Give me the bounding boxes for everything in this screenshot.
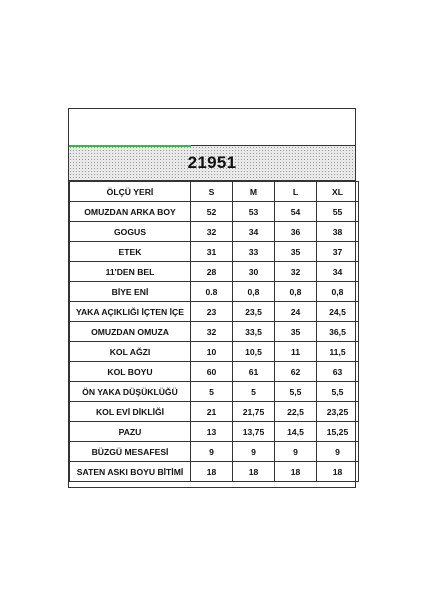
row-label: GOGUS bbox=[70, 222, 191, 242]
size-table-body bbox=[70, 202, 359, 482]
model-code: 21951 bbox=[187, 153, 237, 172]
size-value-cell: 53 bbox=[233, 202, 275, 222]
row-label: ETEK bbox=[70, 242, 191, 262]
size-value-cell: 63 bbox=[317, 362, 359, 382]
row-label: SATEN ASKI BOYU BİTİMİ bbox=[70, 462, 191, 482]
size-value-cell: 38 bbox=[317, 222, 359, 242]
size-value-cell: 9 bbox=[191, 442, 233, 462]
table-row bbox=[70, 222, 359, 242]
row-label: YAKA AÇIKLIĞI İÇTEN İÇE bbox=[70, 302, 191, 322]
size-value-cell: 5,5 bbox=[317, 382, 359, 402]
table-row bbox=[70, 302, 359, 322]
column-header-xl: XL bbox=[317, 182, 359, 202]
table-row bbox=[70, 362, 359, 382]
table-row bbox=[70, 242, 359, 262]
size-table-header-row bbox=[70, 182, 359, 202]
table-row bbox=[70, 402, 359, 422]
size-value-cell: 5 bbox=[233, 382, 275, 402]
size-value-cell: 21 bbox=[191, 402, 233, 422]
size-value-cell: 18 bbox=[317, 462, 359, 482]
column-header-s: S bbox=[191, 182, 233, 202]
size-value-cell: 32 bbox=[191, 222, 233, 242]
row-label: KOL EVİ DİKLİĞİ bbox=[70, 402, 191, 422]
size-value-cell: 21,75 bbox=[233, 402, 275, 422]
size-value-cell: 13,75 bbox=[233, 422, 275, 442]
column-header-measurement: ÖLÇÜ YERİ bbox=[70, 182, 191, 202]
row-label: ÖN YAKA DÜŞÜKLÜĞÜ bbox=[70, 382, 191, 402]
row-label: OMUZDAN OMUZA bbox=[70, 322, 191, 342]
size-value-cell: 13 bbox=[191, 422, 233, 442]
table-row bbox=[70, 442, 359, 462]
size-value-cell: 34 bbox=[233, 222, 275, 242]
column-header-m: M bbox=[233, 182, 275, 202]
size-value-cell: 23 bbox=[191, 302, 233, 322]
size-chart-sheet bbox=[68, 108, 356, 488]
size-value-cell: 0,8 bbox=[233, 282, 275, 302]
size-value-cell: 10 bbox=[191, 342, 233, 362]
table-row bbox=[70, 262, 359, 282]
size-value-cell: 52 bbox=[191, 202, 233, 222]
size-value-cell: 33 bbox=[233, 242, 275, 262]
size-value-cell: 10,5 bbox=[233, 342, 275, 362]
size-value-cell: 28 bbox=[191, 262, 233, 282]
table-row bbox=[70, 382, 359, 402]
size-value-cell: 62 bbox=[275, 362, 317, 382]
size-value-cell: 33,5 bbox=[233, 322, 275, 342]
size-value-cell: 31 bbox=[191, 242, 233, 262]
size-value-cell: 11,5 bbox=[317, 342, 359, 362]
row-label: KOL AĞZI bbox=[70, 342, 191, 362]
size-value-cell: 9 bbox=[275, 442, 317, 462]
size-value-cell: 11 bbox=[275, 342, 317, 362]
size-value-cell: 18 bbox=[191, 462, 233, 482]
header-accent-line bbox=[69, 145, 191, 147]
row-label: 11'DEN BEL bbox=[70, 262, 191, 282]
model-header bbox=[69, 145, 355, 181]
size-value-cell: 24,5 bbox=[317, 302, 359, 322]
size-value-cell: 15,25 bbox=[317, 422, 359, 442]
size-value-cell: 0.8 bbox=[191, 282, 233, 302]
size-value-cell: 5,5 bbox=[275, 382, 317, 402]
size-value-cell: 14,5 bbox=[275, 422, 317, 442]
size-value-cell: 18 bbox=[233, 462, 275, 482]
table-row bbox=[70, 282, 359, 302]
row-label: OMUZDAN ARKA BOY bbox=[70, 202, 191, 222]
size-value-cell: 23,25 bbox=[317, 402, 359, 422]
table-row bbox=[70, 422, 359, 442]
size-value-cell: 54 bbox=[275, 202, 317, 222]
table-row bbox=[70, 462, 359, 482]
size-value-cell: 23,5 bbox=[233, 302, 275, 322]
size-value-cell: 30 bbox=[233, 262, 275, 282]
column-header-l: L bbox=[275, 182, 317, 202]
size-value-cell: 18 bbox=[275, 462, 317, 482]
row-label: BÜZGÜ MESAFESİ bbox=[70, 442, 191, 462]
row-label: KOL BOYU bbox=[70, 362, 191, 382]
size-value-cell: 60 bbox=[191, 362, 233, 382]
size-value-cell: 0,8 bbox=[275, 282, 317, 302]
size-value-cell: 35 bbox=[275, 242, 317, 262]
table-row bbox=[70, 202, 359, 222]
size-value-cell: 24 bbox=[275, 302, 317, 322]
table-row bbox=[70, 342, 359, 362]
size-table bbox=[69, 181, 359, 482]
size-value-cell: 36 bbox=[275, 222, 317, 242]
size-value-cell: 37 bbox=[317, 242, 359, 262]
size-value-cell: 55 bbox=[317, 202, 359, 222]
size-value-cell: 35 bbox=[275, 322, 317, 342]
size-value-cell: 61 bbox=[233, 362, 275, 382]
size-value-cell: 22,5 bbox=[275, 402, 317, 422]
size-value-cell: 0,8 bbox=[317, 282, 359, 302]
size-value-cell: 34 bbox=[317, 262, 359, 282]
size-value-cell: 5 bbox=[191, 382, 233, 402]
size-value-cell: 9 bbox=[233, 442, 275, 462]
row-label: PAZU bbox=[70, 422, 191, 442]
size-value-cell: 32 bbox=[191, 322, 233, 342]
row-label: BİYE ENİ bbox=[70, 282, 191, 302]
table-row bbox=[70, 322, 359, 342]
size-value-cell: 9 bbox=[317, 442, 359, 462]
size-value-cell: 36,5 bbox=[317, 322, 359, 342]
size-value-cell: 32 bbox=[275, 262, 317, 282]
